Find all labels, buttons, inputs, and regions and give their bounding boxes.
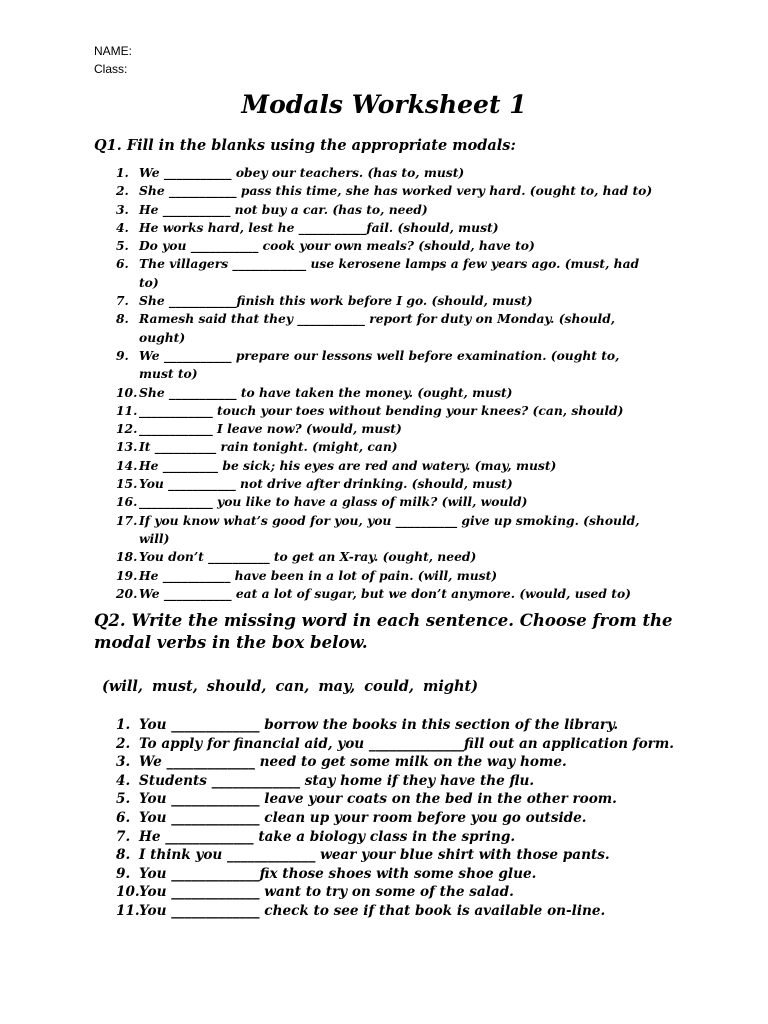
item-number: 7. xyxy=(116,828,131,845)
list-item xyxy=(116,384,656,402)
item-number: 20. xyxy=(116,585,138,601)
page-title: Modals Worksheet 1 xyxy=(241,90,527,119)
list-item xyxy=(116,182,656,200)
list-item xyxy=(116,347,656,384)
item-number: 5. xyxy=(116,791,131,808)
item-number: 14. xyxy=(116,457,138,473)
item-text: You _____________ leave your coats on the bed in the other room. xyxy=(139,791,617,808)
item-text: He _________ be sick; his eyes are red and watery. (may, must) xyxy=(139,457,557,473)
item-text: You ___________ not drive after drinking. (should, must) xyxy=(139,476,513,492)
list-item xyxy=(116,512,656,549)
list-item xyxy=(116,438,656,456)
list-item xyxy=(116,292,656,310)
item-text: We _____________ need to get some milk on the way home. xyxy=(139,754,567,771)
class-label: Class: xyxy=(94,62,128,76)
item-number: 15. xyxy=(116,476,138,492)
list-item xyxy=(116,493,656,511)
item-number: 1. xyxy=(116,717,131,733)
list-item xyxy=(116,164,656,182)
item-text: She ___________finish this work before I go. (should, must) xyxy=(139,293,533,309)
list-item xyxy=(116,255,656,292)
item-text: Ramesh said that they ___________ report for duty on Monday. (should, ought) xyxy=(139,311,616,345)
item-text: ____________ you like to have a glass of milk? (will, would) xyxy=(139,494,528,510)
list-item xyxy=(116,457,656,475)
item-text: The villagers ____________ use kerosene lamps a few years ago. (must, had to) xyxy=(139,256,640,290)
item-number: 10. xyxy=(116,884,140,901)
q2-list xyxy=(116,716,676,921)
list-item xyxy=(116,772,676,791)
item-number: 19. xyxy=(116,567,138,583)
list-item xyxy=(116,402,656,420)
item-text: You _____________ want to try on some of the salad. xyxy=(139,884,514,901)
q1-list xyxy=(116,164,656,603)
list-item xyxy=(116,846,676,865)
item-text: You _____________fix those shoes with some shoe glue. xyxy=(139,865,537,882)
item-text: We ___________ prepare our lessons well before examination. (ought to, must to) xyxy=(139,347,620,382)
item-text: He ___________ have been in a lot of pain. (will, must) xyxy=(139,567,498,583)
item-text: Students _____________ stay home if they have the flu. xyxy=(139,772,535,789)
item-text: She ___________ to have taken the money. (ought, must) xyxy=(139,384,513,400)
item-text: We ___________ eat a lot of sugar, but we don’t anymore. (would, used to) xyxy=(139,585,631,601)
item-number: 11. xyxy=(116,402,138,418)
item-number: 9. xyxy=(116,347,129,363)
list-item xyxy=(116,883,676,902)
item-text: ____________ touch your toes without bending your knees? (can, should) xyxy=(139,402,624,418)
item-number: 8. xyxy=(116,847,131,864)
item-text: You _____________ clean up your room before you go outside. xyxy=(139,809,587,826)
list-item xyxy=(116,237,656,255)
list-item xyxy=(116,790,676,809)
item-number: 10. xyxy=(116,384,138,400)
item-text: I think you _____________ wear your blue shirt with those pants. xyxy=(139,847,610,864)
item-text: He works hard, lest he ___________fail. (should, must) xyxy=(139,219,499,235)
modal-options: (will, must, should, can, may, could, might) xyxy=(102,678,479,695)
item-number: 13. xyxy=(116,439,138,455)
list-item xyxy=(116,310,656,347)
item-text: You _____________ borrow the books in this section of the library. xyxy=(139,717,619,733)
name-label: NAME: xyxy=(94,44,133,58)
item-text: He ___________ not buy a car. (has to, need) xyxy=(139,201,428,217)
q2-heading: Q2. Write the missing word in each sentence. Choose from the modal verbs in the box below. xyxy=(94,611,673,652)
list-item xyxy=(116,809,676,828)
item-text: If you know what’s good for you, you __________ give up smoking. (should, will) xyxy=(139,512,640,546)
item-text: He _____________ take a biology class in the spring. xyxy=(139,828,516,845)
list-item xyxy=(116,219,656,237)
item-number: 6. xyxy=(116,256,129,272)
q1-heading: Q1. Fill in the blanks using the appropriate modals: xyxy=(94,137,516,154)
list-item xyxy=(116,585,656,603)
item-text: She ___________ pass this time, she has worked very hard. (ought to, had to) xyxy=(139,183,653,199)
item-number: 6. xyxy=(116,809,131,826)
item-number: 17. xyxy=(116,512,138,528)
item-text: It __________ rain tonight. (might, can) xyxy=(139,439,398,455)
item-number: 12. xyxy=(116,421,138,437)
item-number: 3. xyxy=(116,754,131,771)
item-number: 2. xyxy=(116,735,131,752)
item-text: We ___________ obey our teachers. (has to, must) xyxy=(139,165,465,180)
item-number: 8. xyxy=(116,311,129,327)
item-number: 9. xyxy=(116,865,131,882)
item-text: Do you ___________ cook your own meals? (should, have to) xyxy=(139,238,535,254)
item-text: You _____________ check to see if that book is available on-line. xyxy=(139,902,606,919)
list-item xyxy=(116,902,676,921)
item-number: 3. xyxy=(116,201,129,217)
list-item xyxy=(116,753,676,772)
item-number: 18. xyxy=(116,549,138,565)
list-item xyxy=(116,865,676,884)
list-item xyxy=(116,201,656,219)
list-item xyxy=(116,420,656,438)
item-number: 5. xyxy=(116,238,129,254)
item-text: You don’t __________ to get an X-ray. (ought, need) xyxy=(139,549,477,565)
list-item xyxy=(116,716,676,735)
item-number: 4. xyxy=(116,772,131,789)
item-number: 16. xyxy=(116,494,138,510)
item-number: 1. xyxy=(116,165,129,180)
list-item xyxy=(116,735,676,754)
item-number: 4. xyxy=(116,219,129,235)
item-number: 7. xyxy=(116,293,129,309)
list-item xyxy=(116,567,656,585)
list-item xyxy=(116,828,676,847)
list-item xyxy=(116,475,656,493)
item-text: To apply for financial aid, you ______________fill out an application form. xyxy=(139,735,674,752)
item-text: ____________ I leave now? (would, must) xyxy=(139,421,402,437)
item-number: 11. xyxy=(116,902,140,919)
list-item xyxy=(116,548,656,566)
item-number: 2. xyxy=(116,183,129,199)
